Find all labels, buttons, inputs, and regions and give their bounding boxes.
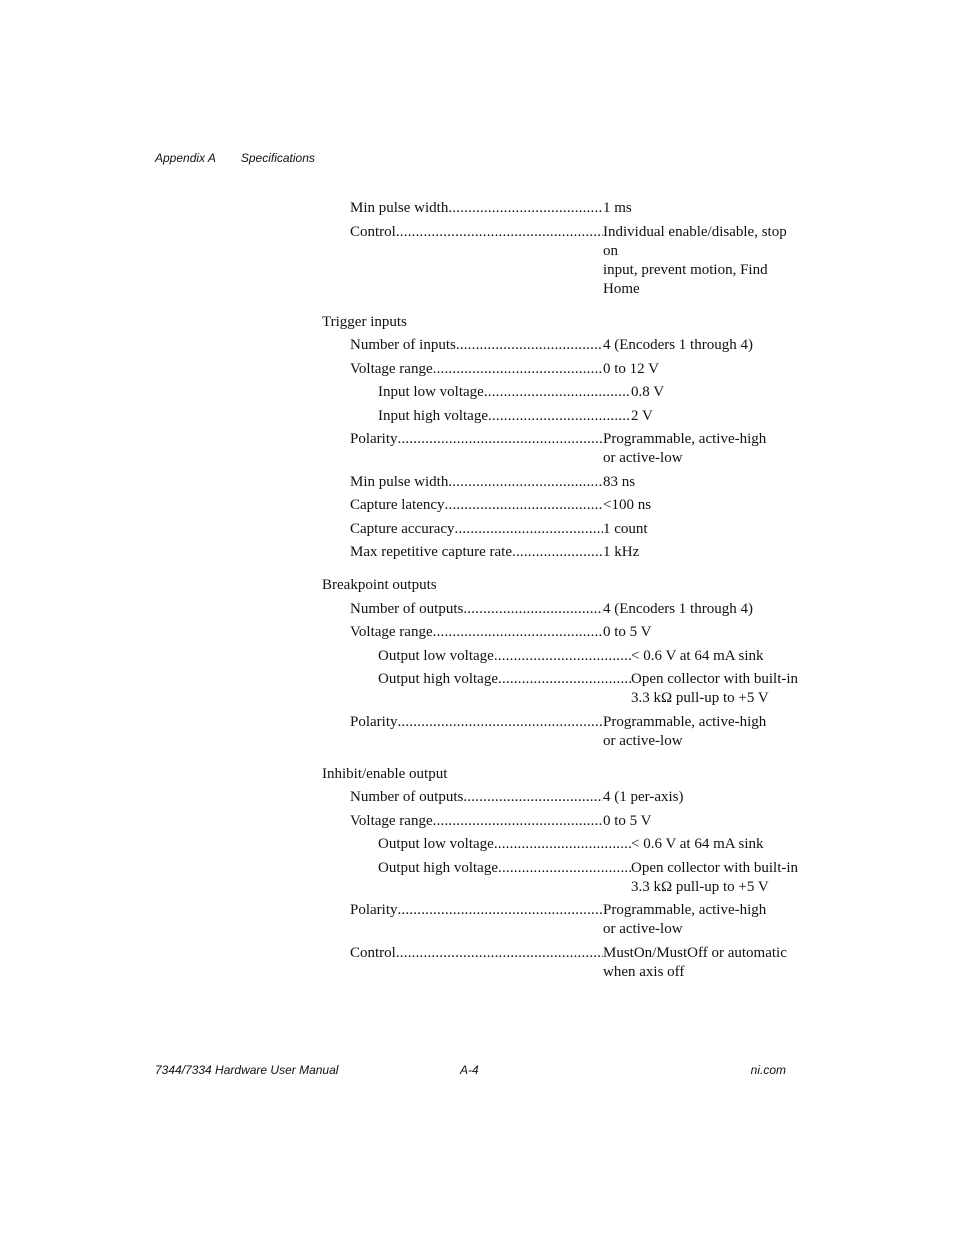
- dot-leader: [498, 670, 631, 689]
- spec-value: Programmable, active-high or active-low: [603, 713, 767, 749]
- dot-leader: [463, 788, 603, 807]
- spec-row: [322, 520, 802, 539]
- spec-term: Min pulse width: [350, 473, 449, 490]
- dot-leader: [398, 713, 604, 732]
- spec-row: [322, 407, 802, 426]
- spec-row: [322, 859, 802, 897]
- spec-row: [322, 473, 802, 492]
- spec-row: [322, 647, 802, 666]
- dot-leader: [445, 496, 603, 515]
- section-heading-breakpoint-outputs: Breakpoint outputs: [322, 577, 437, 593]
- spec-value: < 0.6 V at 64 mA sink: [631, 836, 764, 852]
- spec-value: 1 count: [603, 520, 648, 537]
- appendix-label: Appendix A: [155, 151, 216, 165]
- spec-term: Capture accuracy: [350, 520, 455, 537]
- dot-leader: [433, 812, 603, 831]
- dot-leader: [396, 223, 603, 242]
- inhibit-enable-spec-list: [322, 788, 802, 982]
- spec-row: [322, 812, 802, 831]
- spec-term: Min pulse width: [350, 200, 449, 216]
- dot-leader: [433, 623, 603, 642]
- spec-term: Polarity: [350, 713, 398, 730]
- dot-leader: [494, 647, 631, 666]
- spec-row: [322, 670, 802, 708]
- spec-row: [322, 360, 802, 379]
- spec-term: Max repetitive capture rate: [350, 544, 512, 560]
- spec-value: Programmable, active-high or active-low: [603, 431, 767, 466]
- spec-row: [322, 430, 802, 468]
- spec-value: Open collector with built-in 3.3 kΩ pull-up to +5 V: [631, 671, 799, 706]
- spec-row: [322, 713, 802, 751]
- spec-value: Individual enable/disable, stop on input, prevent motion, Find Home: [603, 223, 787, 297]
- footer-manual-title: 7344/7334 Hardware User Manual: [155, 1063, 339, 1077]
- dot-leader: [398, 901, 604, 920]
- spec-value: 1 ms: [603, 200, 632, 216]
- spec-term: Number of outputs: [350, 789, 464, 805]
- dot-leader: [433, 360, 603, 379]
- spec-value: 1 kHz: [603, 544, 640, 560]
- spec-term: Capture latency: [350, 497, 445, 513]
- spec-value: < 0.6 V at 64 mA sink: [631, 647, 764, 664]
- dot-leader: [494, 835, 631, 854]
- dot-leader: [456, 336, 603, 355]
- spec-row: [322, 199, 802, 218]
- spec-row: [322, 543, 802, 562]
- spec-row: [322, 496, 802, 515]
- spec-term: Number of outputs: [350, 600, 464, 617]
- spec-term: Number of inputs: [350, 337, 456, 353]
- dot-leader: [463, 600, 603, 619]
- dot-leader: [455, 520, 603, 539]
- spec-term: Voltage range: [350, 812, 433, 829]
- footer-website: ni.com: [750, 1063, 786, 1077]
- spec-value: 4 (Encoders 1 through 4): [603, 337, 753, 353]
- spec-value: 2 V: [631, 407, 653, 424]
- spec-value: Programmable, active-high or active-low: [603, 902, 767, 937]
- spec-term: Control: [350, 223, 396, 240]
- dot-leader: [498, 859, 631, 878]
- spec-row: [322, 623, 802, 642]
- spec-term: Output high voltage: [378, 671, 498, 687]
- dot-leader: [396, 944, 603, 963]
- spec-term: Voltage range: [350, 624, 433, 640]
- dot-leader: [488, 407, 631, 426]
- spec-term: Control: [350, 944, 396, 961]
- dot-leader: [448, 473, 603, 492]
- spec-row: [322, 835, 802, 854]
- spec-row: [322, 901, 802, 939]
- footer-page-number: A-4: [460, 1063, 479, 1077]
- dot-leader: [512, 543, 603, 562]
- spec-content: [322, 199, 802, 982]
- spec-value: MustOn/MustOff or automatic when axis off: [603, 944, 787, 980]
- spec-row: [322, 788, 802, 807]
- spec-value: 4 (Encoders 1 through 4): [603, 600, 753, 617]
- spec-term: Output low voltage: [378, 836, 494, 852]
- spec-value: 0 to 5 V: [603, 812, 652, 829]
- spec-term: Input high voltage: [378, 407, 488, 424]
- spec-value: Open collector with built-in 3.3 kΩ pull-up to +5 V: [631, 859, 799, 895]
- spec-term: Output low voltage: [378, 647, 494, 664]
- page-header: [155, 150, 315, 166]
- spec-row: [322, 336, 802, 355]
- dot-leader: [398, 430, 604, 449]
- spec-term: Input low voltage: [378, 384, 484, 400]
- spec-term: Output high voltage: [378, 859, 498, 876]
- spec-value: 83 ns: [603, 473, 636, 490]
- spec-row: [322, 223, 802, 299]
- dot-leader: [448, 199, 603, 218]
- spec-row: [322, 944, 802, 982]
- spec-term: Polarity: [350, 431, 398, 447]
- trigger-inputs-spec-list: [322, 336, 802, 562]
- spec-term: Polarity: [350, 902, 398, 918]
- section-heading-inhibit-enable-output: Inhibit/enable output: [322, 765, 448, 782]
- chapter-title: Specifications: [240, 151, 315, 165]
- spec-value: 0 to 5 V: [603, 624, 652, 640]
- section-heading-trigger-inputs: Trigger inputs: [322, 313, 407, 330]
- spec-term: Voltage range: [350, 360, 433, 377]
- dot-leader: [484, 383, 631, 402]
- spec-row: [322, 600, 802, 619]
- spec-value: 0 to 12 V: [603, 360, 659, 377]
- breakpoint-outputs-spec-list: [322, 600, 802, 751]
- intro-spec-list: [322, 199, 802, 299]
- spec-row: [322, 383, 802, 402]
- spec-value: <100 ns: [603, 497, 652, 513]
- spec-value: 4 (1 per-axis): [603, 789, 684, 805]
- spec-value: 0.8 V: [631, 384, 665, 400]
